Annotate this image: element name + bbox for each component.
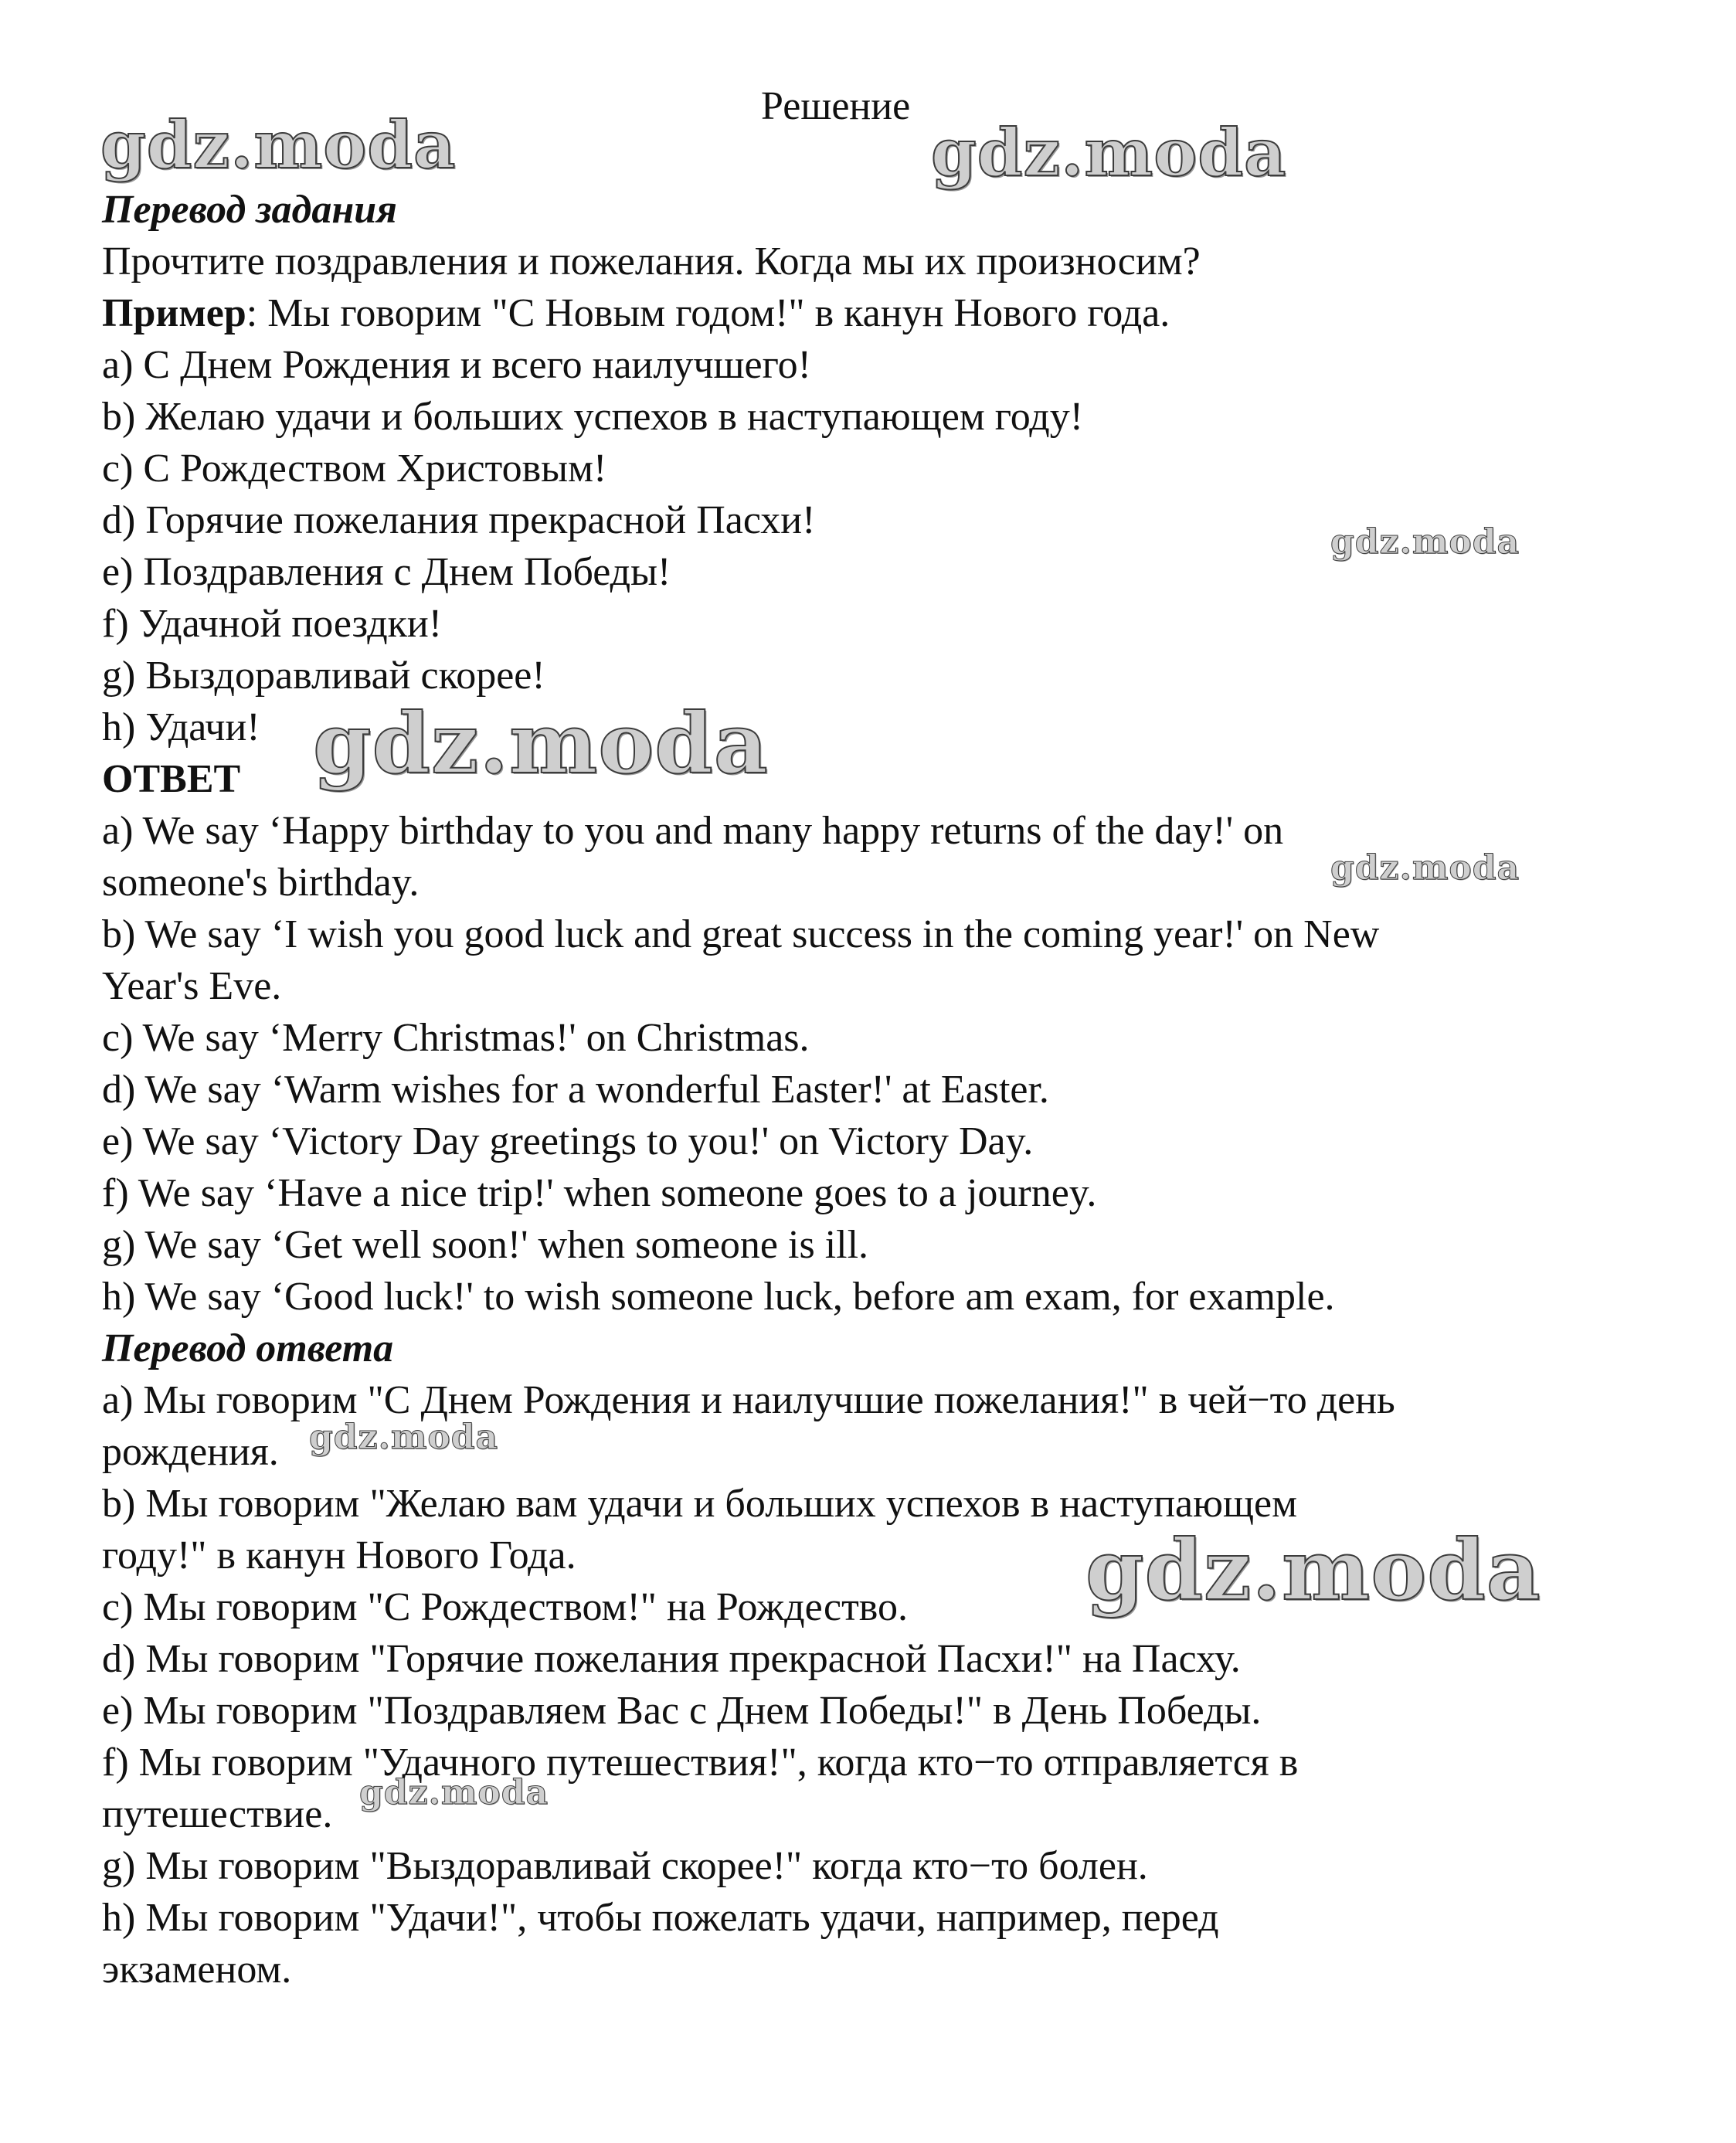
translation-line: g) Мы говорим "Выздоравливай скорее!" когда кто−то болен. <box>102 1844 1148 1888</box>
answer-heading: ОТВЕТ <box>102 757 241 801</box>
task-item: h) Удачи! <box>102 705 260 749</box>
watermark-logo: gdz.moda <box>1330 848 1520 888</box>
translation-line: d) Мы говорим "Горячие пожелания прекрасной Пасхи!" на Пасху. <box>102 1637 1241 1681</box>
answer-line: a) We say ‘Happy birthday to you and many happy returns of the day!' on <box>102 809 1284 853</box>
task-item: a) С Днем Рождения и всего наилучшего! <box>102 343 811 387</box>
watermark-logo: gdz.moda <box>1085 1522 1541 1619</box>
translation-line: году!" в канун Нового Года. <box>102 1533 576 1578</box>
translation-line: c) Мы говорим "С Рождеством!" на Рождество. <box>102 1585 908 1629</box>
watermark-logo: gdz.moda <box>931 114 1287 191</box>
example-label: Пример <box>102 291 246 335</box>
answer-line: Year's Eve. <box>102 964 282 1008</box>
translation-line: e) Мы говорим "Поздравляем Вас с Днем Победы!" в День Победы. <box>102 1689 1262 1733</box>
task-item: b) Желаю удачи и больших успехов в наступающем году! <box>102 395 1084 439</box>
watermark-logo: gdz.moda <box>100 107 457 183</box>
answer-line: h) We say ‘Good luck!' to wish someone luck, before am exam, for example. <box>102 1275 1335 1319</box>
task-instruction: Прочтите поздравления и пожелания. Когда мы их произносим? <box>102 239 1201 284</box>
task-heading: Перевод задания <box>102 188 397 232</box>
task-item: c) С Рождеством Христовым! <box>102 447 607 491</box>
task-item: f) Удачной поездки! <box>102 602 443 646</box>
translation-line: путешествие. <box>102 1792 333 1836</box>
task-item: g) Выздоравливай скорее! <box>102 654 545 698</box>
answer-line: g) We say ‘Get well soon!' when someone is ill. <box>102 1223 869 1267</box>
translation-line: b) Мы говорим "Желаю вам удачи и больших успехов в наступающем <box>102 1482 1297 1526</box>
answer-line: b) We say ‘I wish you good luck and great success in the coming year!' on New <box>102 912 1380 956</box>
answer-line: d) We say ‘Warm wishes for a wonderful Easter!' at Easter. <box>102 1068 1049 1112</box>
translation-line: f) Мы говорим "Удачного путешествия!", когда кто−то отправляется в <box>102 1741 1299 1785</box>
translation-line: рождения. <box>102 1430 279 1474</box>
task-item: e) Поздравления с Днем Победы! <box>102 550 671 594</box>
answer-line: someone's birthday. <box>102 861 420 905</box>
answer-line: c) We say ‘Merry Christmas!' on Christmas. <box>102 1016 810 1060</box>
page-title: Решение <box>761 84 911 128</box>
translation-line: h) Мы говорим "Удачи!", чтобы пожелать удачи, например, перед <box>102 1896 1219 1940</box>
translation-line: a) Мы говорим "С Днем Рождения и наилучшие пожелания!" в чей−то день <box>102 1378 1395 1422</box>
example-line <box>102 287 1632 339</box>
watermark-logo: gdz.moda <box>313 695 769 793</box>
example-text: : Мы говорим "С Новым годом!" в канун Нового года. <box>246 291 1170 335</box>
task-item: d) Горячие пожелания прекрасной Пасхи! <box>102 498 816 542</box>
watermark-logo: gdz.moda <box>359 1773 549 1812</box>
translation-line: экзаменом. <box>102 1948 292 1992</box>
translation-heading: Перевод ответа <box>102 1326 394 1370</box>
document-body <box>102 184 1632 1995</box>
answer-line: f) We say ‘Have a nice trip!' when someone goes to a journey. <box>102 1171 1097 1215</box>
watermark-logo: gdz.moda <box>1330 522 1520 562</box>
answer-line: e) We say ‘Victory Day greetings to you!' on Victory Day. <box>102 1119 1034 1163</box>
watermark-logo: gdz.moda <box>309 1418 499 1457</box>
